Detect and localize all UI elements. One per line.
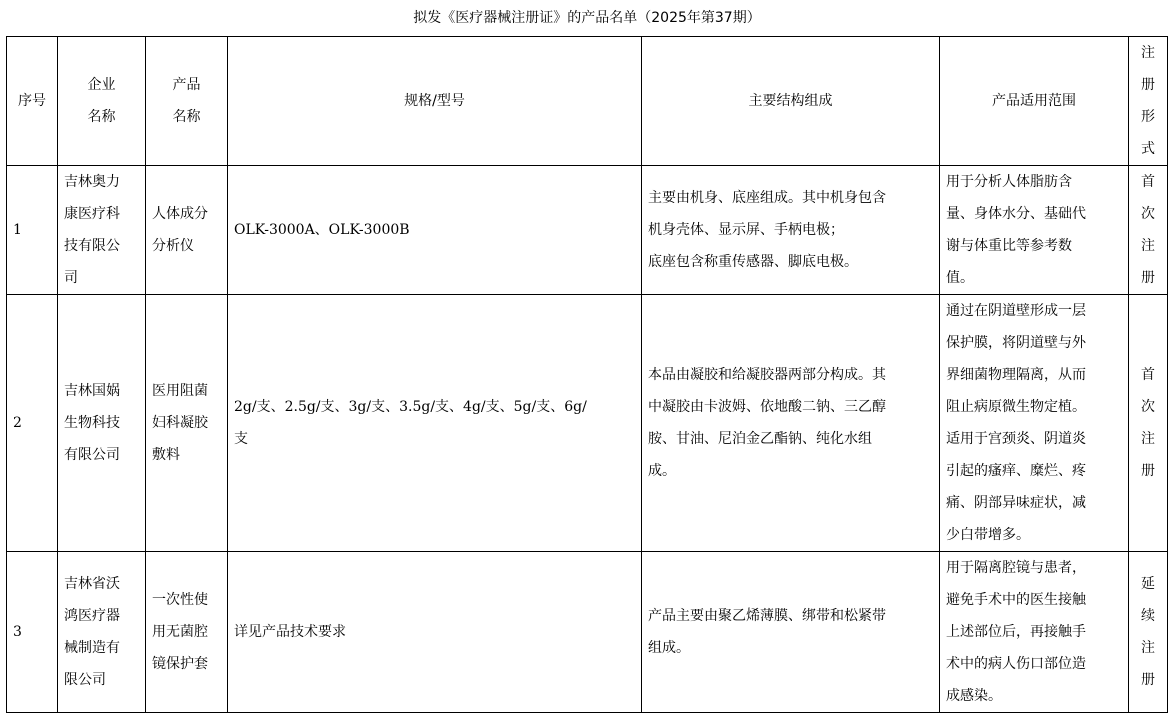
cell-spec: 2g/支、2.5g/支、3g/支、3.5g/支、4g/支、5g/支、6g/ 支	[228, 295, 642, 552]
table-row	[7, 166, 1168, 295]
cell-company: 吉林国娲 生物科技 有限公司	[58, 295, 146, 552]
product-list-table	[6, 36, 1168, 713]
header-cell-scope: 产品适用范围	[940, 37, 1129, 166]
header-cell-reg-type: 注 册 形 式	[1129, 37, 1168, 166]
header-cell-structure: 主要结构组成	[642, 37, 940, 166]
cell-structure: 产品主要由聚乙烯薄膜、绑带和松紧带 组成。	[642, 552, 940, 713]
header-cell-company: 企业 名称	[58, 37, 146, 166]
table-row	[7, 295, 1168, 552]
header-cell-no: 序号	[7, 37, 58, 166]
cell-no: 3	[7, 552, 58, 713]
cell-spec: 详见产品技术要求	[228, 552, 642, 713]
table-header-row	[7, 37, 1168, 166]
cell-scope: 通过在阴道壁形成一层 保护膜，将阴道壁与外 界细菌物理隔离，从而 阻止病原微生物定植。 适用于宫颈炎、阴道炎 引起的瘙痒、糜烂、疼 痛、阴部异味症状，减 少白带增多。	[940, 295, 1129, 552]
header-cell-product: 产品 名称	[146, 37, 228, 166]
page-title: 拟发《医疗器械注册证》的产品名单（2025年第37期）	[413, 10, 761, 26]
cell-spec: OLK-3000A、OLK-3000B	[228, 166, 642, 295]
cell-scope: 用于隔离腔镜与患者， 避免手术中的医生接触 上述部位后，再接触手 术中的病人伤口部位造 成感染。	[940, 552, 1129, 713]
cell-reg-type: 延 续 注 册	[1129, 552, 1168, 713]
cell-product: 一次性使 用无菌腔 镜保护套	[146, 552, 228, 713]
cell-structure: 本品由凝胶和给凝胶器两部分构成。其 中凝胶由卡波姆、依地酸二钠、三乙醇 胺、甘油、尼泊金乙酯钠、纯化水组 成。	[642, 295, 940, 552]
cell-no: 2	[7, 295, 58, 552]
cell-structure: 主要由机身、底座组成。其中机身包含 机身壳体、显示屏、手柄电极； 底座包含称重传感器、脚底电极。	[642, 166, 940, 295]
cell-company: 吉林奥力 康医疗科 技有限公 司	[58, 166, 146, 295]
cell-no: 1	[7, 166, 58, 295]
header-cell-spec: 规格/型号	[228, 37, 642, 166]
cell-product: 医用阻菌 妇科凝胶 敷料	[146, 295, 228, 552]
cell-reg-type: 首 次 注 册	[1129, 295, 1168, 552]
cell-product: 人体成分 分析仪	[146, 166, 228, 295]
cell-reg-type: 首 次 注 册	[1129, 166, 1168, 295]
table-row	[7, 552, 1168, 713]
cell-company: 吉林省沃 鸿医疗器 械制造有 限公司	[58, 552, 146, 713]
cell-scope: 用于分析人体脂肪含 量、身体水分、基础代 谢与体重比等参考数 值。	[940, 166, 1129, 295]
